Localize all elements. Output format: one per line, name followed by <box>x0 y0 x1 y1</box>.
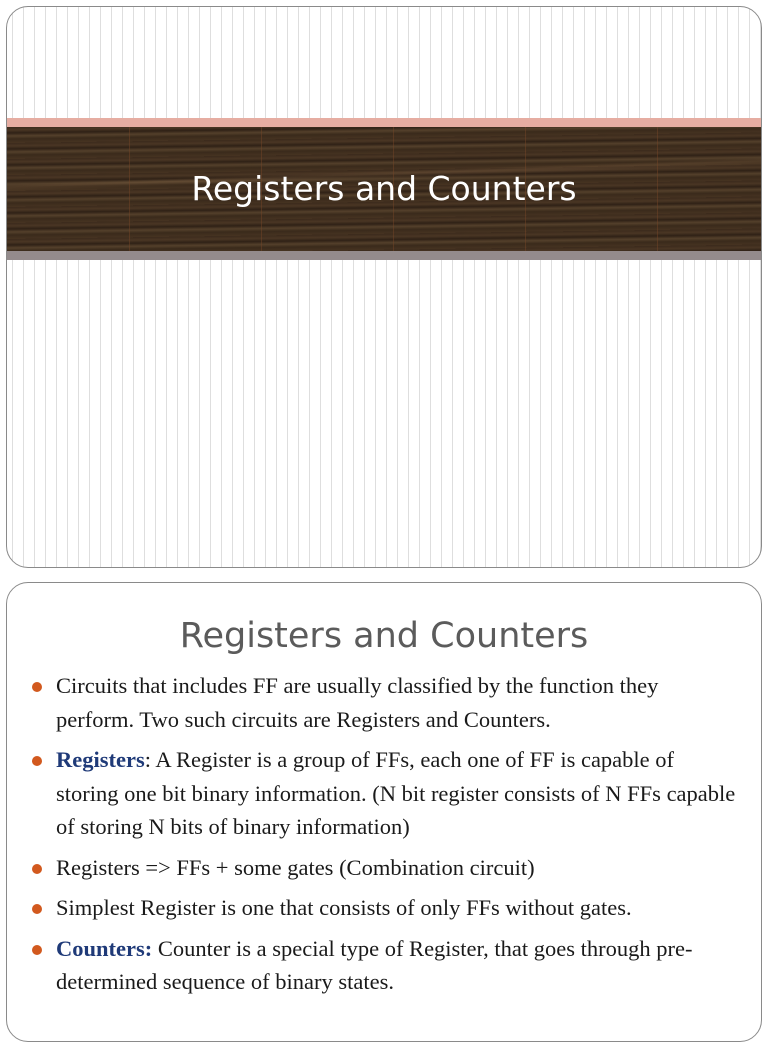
bullet-keyword: Counters: <box>56 935 153 961</box>
bullet-keyword: Registers <box>56 747 145 772</box>
bullet-dot-icon <box>32 904 42 914</box>
bullet-text: Registers => FFs + some gates (Combination circuit) <box>56 854 535 880</box>
slide-title: Registers and Counters <box>191 169 577 208</box>
bullet-dot-icon <box>32 864 42 874</box>
bullet-text: Counter is a special type of Register, that goes through pre- determined sequence of binary states. <box>56 935 693 994</box>
bullet-item <box>29 891 737 925</box>
accent-band-top <box>7 118 761 127</box>
bullet-dot-icon <box>32 756 42 766</box>
bullet-item <box>29 932 737 999</box>
bullet-text: : A Register is a group of FFs, each one of FF is capable of storing one bit binary information. (N bit register consists of N FFs capable of storing N bits of binary information) <box>56 747 736 839</box>
content-slide <box>6 582 762 1042</box>
accent-band-bottom <box>7 251 761 260</box>
content-slide-title: Registers and Counters <box>179 616 589 656</box>
bullet-item <box>29 743 737 844</box>
bullet-item <box>29 851 737 885</box>
bullet-dot-icon <box>32 682 42 692</box>
title-slide <box>6 6 762 568</box>
bullet-text: Circuits that includes FF are usually classified by the function they perform. Two such circuits are Registers and Counters. <box>56 673 659 732</box>
bullet-dot-icon <box>32 945 42 955</box>
bullet-list <box>29 669 737 1006</box>
bullet-text: Simplest Register is one that consists of only FFs without gates. <box>56 895 632 920</box>
bullet-item <box>29 669 737 736</box>
